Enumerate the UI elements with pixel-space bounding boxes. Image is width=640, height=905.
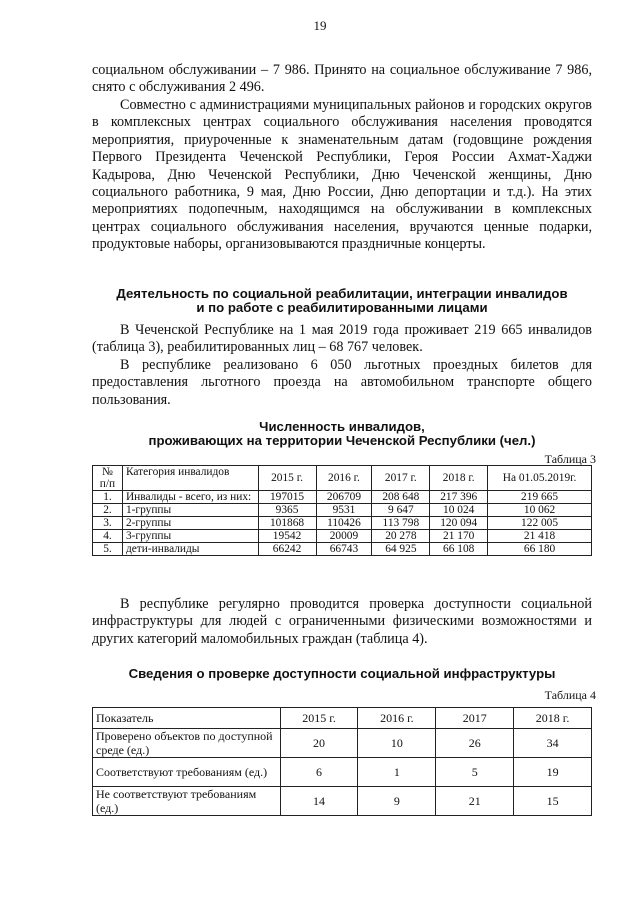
table-cell: 206709: [316, 491, 372, 504]
section-heading-line-1: Деятельность по социальной реабилитации, интеграции инвалидов: [116, 286, 568, 301]
table3-title: [92, 420, 592, 448]
table-cell: 1-группы: [122, 504, 258, 517]
table-row: [93, 530, 592, 543]
paragraph-1: социальном обслуживании – 7 986. Принято на социальное обслуживание 7 986, снято с обслуживания 2 496.: [92, 62, 592, 96]
table-header-row: [93, 708, 592, 729]
header-cell: 2015 г.: [258, 466, 316, 491]
header-cell: Категория инвалидов: [122, 466, 258, 491]
table-cell: 208 648: [372, 491, 430, 504]
table-cell: 9: [358, 787, 436, 816]
table-cell: 66743: [316, 543, 372, 556]
table-cell: 101868: [258, 517, 316, 530]
table-cell: Не соответствуют требованиям (ед.): [93, 787, 281, 816]
table-cell: 6: [280, 758, 358, 787]
table-cell: 15: [514, 787, 592, 816]
header-cell: 2016 г.: [316, 466, 372, 491]
table-cell: 1: [358, 758, 436, 787]
table-cell: 64 925: [372, 543, 430, 556]
table-cell: 217 396: [430, 491, 488, 504]
table-cell: 66 108: [430, 543, 488, 556]
table3: [92, 465, 592, 556]
table-cell: 66242: [258, 543, 316, 556]
table-cell: 26: [436, 729, 514, 758]
table-cell: 21 418: [488, 530, 592, 543]
header-cell: № п/п: [93, 466, 123, 491]
table-cell: 3.: [93, 517, 123, 530]
table-cell: 122 005: [488, 517, 592, 530]
table-row: [93, 517, 592, 530]
table3-label: Таблица 3: [544, 452, 596, 466]
paragraph-5: В республике регулярно проводится проверка доступности социальной инфраструктуры для людей с ограниченными физическими возможностями и других категорий маломобильных граждан (таблица 4).: [92, 596, 592, 647]
section-heading-line-2: и по работе с реабилитированными лицами: [196, 300, 488, 315]
table-row: [93, 504, 592, 517]
table-cell: 5: [436, 758, 514, 787]
table-row: [93, 758, 592, 787]
table-cell: 20009: [316, 530, 372, 543]
header-cell: На 01.05.2019г.: [488, 466, 592, 491]
section-heading: [92, 287, 592, 315]
table-cell: Соответствуют требованиям (ед.): [93, 758, 281, 787]
table-cell: 197015: [258, 491, 316, 504]
table-cell: 4.: [93, 530, 123, 543]
table-cell: 120 094: [430, 517, 488, 530]
header-cell: 2017: [436, 708, 514, 729]
table-cell: 2-группы: [122, 517, 258, 530]
table-cell: 21: [436, 787, 514, 816]
paragraph-2: Совместно с администрациями муниципальных районов и городских округов в комплексных центрах социального обслуживания населения проводятся мероприятия, приуроченные к знаменательным датам (годовщине рождения Первого Президента Чеченской Республики, Героя России Ахмат-Хаджи Кадырова, Дню Чеченской Республики, Дню Чеченской женщины, Дню социального работника, 9 мая, Дню России, Дню депортации и т.д.). На этих мероприятиях подопечным, находящимся на обслуживании в комплексных центрах социального обслуживания населения, вручаются ценные подарки, продуктовые наборы, организовываются праздничные концерты.: [92, 97, 592, 253]
table-cell: 219 665: [488, 491, 592, 504]
table-cell: 5.: [93, 543, 123, 556]
table-cell: 34: [514, 729, 592, 758]
table-cell: 19: [514, 758, 592, 787]
page-number: 19: [313, 18, 327, 33]
table4-title: Сведения о проверке доступности социальной инфраструктуры: [128, 666, 556, 681]
header-cell: 2018 г.: [430, 466, 488, 491]
paragraph-3: В Чеченской Республике на 1 мая 2019 года проживает 219 665 инвалидов (таблица 3), реабилитированных лиц – 68 767 человек.: [92, 322, 592, 356]
table3-title-line-2: проживающих на территории Чеченской Республики (чел.): [148, 433, 536, 448]
table-cell: 21 170: [430, 530, 488, 543]
header-cell: 2015 г.: [280, 708, 358, 729]
table-row: [93, 543, 592, 556]
header-cell: 2017 г.: [372, 466, 430, 491]
table-cell: дети-инвалиды: [122, 543, 258, 556]
table-cell: Инвалиды - всего, из них:: [122, 491, 258, 504]
table-cell: 14: [280, 787, 358, 816]
paragraph-4: В республике реализовано 6 050 льготных проездных билетов для предоставления льготного проезда на автомобильном транспорте общего пользования.: [92, 357, 592, 408]
header-cell: Показатель: [93, 708, 281, 729]
table-cell: 10 062: [488, 504, 592, 517]
table-cell: 9531: [316, 504, 372, 517]
table-cell: Проверено объектов по доступной среде (ед.): [93, 729, 281, 758]
header-cell: 2018 г.: [514, 708, 592, 729]
table-cell: 9365: [258, 504, 316, 517]
table-row: [93, 729, 592, 758]
table-cell: 110426: [316, 517, 372, 530]
table3-title-line-1: Численность инвалидов,: [259, 419, 425, 434]
table-cell: 3-группы: [122, 530, 258, 543]
table-cell: 20: [280, 729, 358, 758]
table-cell: 10: [358, 729, 436, 758]
table-row: [93, 787, 592, 816]
table4: [92, 707, 592, 816]
table-cell: 9 647: [372, 504, 430, 517]
table-cell: 20 278: [372, 530, 430, 543]
table-row: [93, 491, 592, 504]
table-cell: 10 024: [430, 504, 488, 517]
table-header-row: [93, 466, 592, 491]
table4-label: Таблица 4: [544, 688, 596, 702]
table-cell: 2.: [93, 504, 123, 517]
header-cell: 2016 г.: [358, 708, 436, 729]
table-cell: 66 180: [488, 543, 592, 556]
table-cell: 113 798: [372, 517, 430, 530]
table-cell: 19542: [258, 530, 316, 543]
table-cell: 1.: [93, 491, 123, 504]
